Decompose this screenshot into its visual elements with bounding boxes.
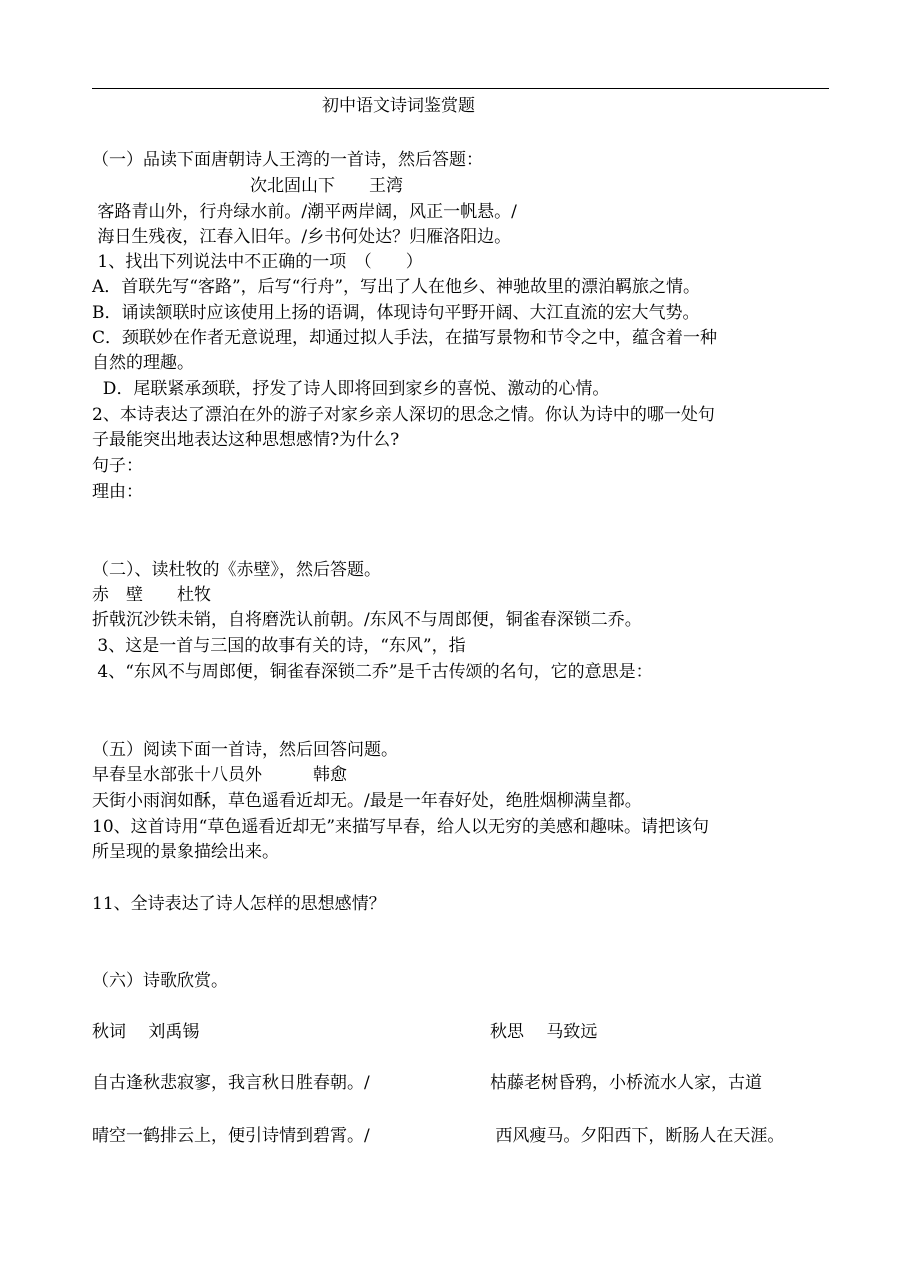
question-2-sentence-label: 句子： — [92, 456, 143, 476]
section1-poem-line-2: 海日生残夜，江春入旧年。/乡书何处达？归雁洛阳边。 — [92, 227, 512, 247]
question-1-option-d: D．尾联紧承颈联，抒发了诗人即将回到家乡的喜悦、激动的心情。 — [92, 379, 610, 399]
question-1: 1、找出下列说法中不正确的一项 （ ） — [92, 252, 423, 272]
section5-heading: （五）阅读下面一首诗，然后回答问题。 — [92, 740, 398, 760]
question-2: 2、本诗表达了漂泊在外的游子对家乡亲人深切的思念之情。你认为诗中的哪一处句 — [92, 405, 715, 425]
question-4: 4、“东风不与周郎便，铜雀春深锁二乔”是千古传颂的名句，它的意思是： — [92, 662, 653, 682]
question-1-option-c: C．颈联妙在作者无意说理，却通过拟人手法，在描写景物和节令之中，蕴含着一种 — [92, 328, 718, 348]
section6-heading: （六）诗歌欣赏。 — [92, 971, 228, 991]
section5-poem-line: 天街小雨润如酥，草色遥看近却无。/最是一年春好处，绝胜烟柳满皇都。 — [92, 791, 642, 811]
question-2-reason-label: 理由： — [92, 482, 143, 502]
section2-poem-line: 折戟沉沙铁未销，自将磨洗认前朝。/东风不与周郎便，铜雀春深锁二乔。 — [92, 610, 642, 630]
question-3: 3、这是一首与三国的故事有关的诗，“东风”，指 — [92, 636, 466, 656]
poem-left-title: 秋词 刘禹锡 — [92, 1022, 200, 1042]
section1-poem-line-1: 客路青山外，行舟绿水前。/潮平两岸阔，风正一帆悬。/ — [92, 202, 517, 222]
question-10-cont: 所呈现的景象描绘出来。 — [92, 842, 279, 862]
question-1-option-c-cont: 自然的理趣。 — [92, 353, 194, 373]
poem-left-line-2: 晴空一鹤排云上，便引诗情到碧霄。/ — [92, 1126, 370, 1146]
section1-poem-title: 次北固山下 王湾 — [250, 176, 403, 196]
page-title: 初中语文诗词鉴赏题 — [322, 96, 475, 116]
question-10: 10、这首诗用“草色遥看近却无”来描写早春，给人以无穷的美感和趣味。请把该句 — [92, 817, 710, 837]
section1-heading: （一）品读下面唐朝诗人王湾的一首诗，然后答题： — [92, 150, 483, 170]
poem-right-line-1: 枯藤老树昏鸦，小桥流水人家，古道 — [490, 1073, 762, 1093]
poem-left-line-1: 自古逢秋悲寂寥，我言秋日胜春朝。/ — [92, 1073, 370, 1093]
poem-right-title: 秋思 马致远 — [490, 1022, 598, 1042]
section2-heading: （二）、读杜牧的《赤壁》，然后答题。 — [92, 560, 381, 580]
question-2-cont: 子最能突出地表达这种思想感情?为什么? — [92, 430, 400, 450]
poem-right-line-2: 西风瘦马。夕阳西下，断肠人在天涯。 — [490, 1126, 785, 1146]
section2-poem-title: 赤 壁 杜牧 — [92, 585, 211, 605]
question-1-option-a: A．首联先写“客路”，后写“行舟”，写出了人在他乡、神驰故里的漂泊羁旅之情。 — [92, 277, 701, 297]
section5-poem-title: 早春呈水部张十八员外 韩愈 — [92, 765, 347, 785]
question-1-option-b: B．诵读颔联时应该使用上扬的语调，体现诗句平野开阔、大江直流的宏大气势。 — [92, 303, 700, 323]
question-11: 11、全诗表达了诗人怎样的思想感情？ — [92, 894, 386, 914]
header-rule — [92, 88, 829, 89]
